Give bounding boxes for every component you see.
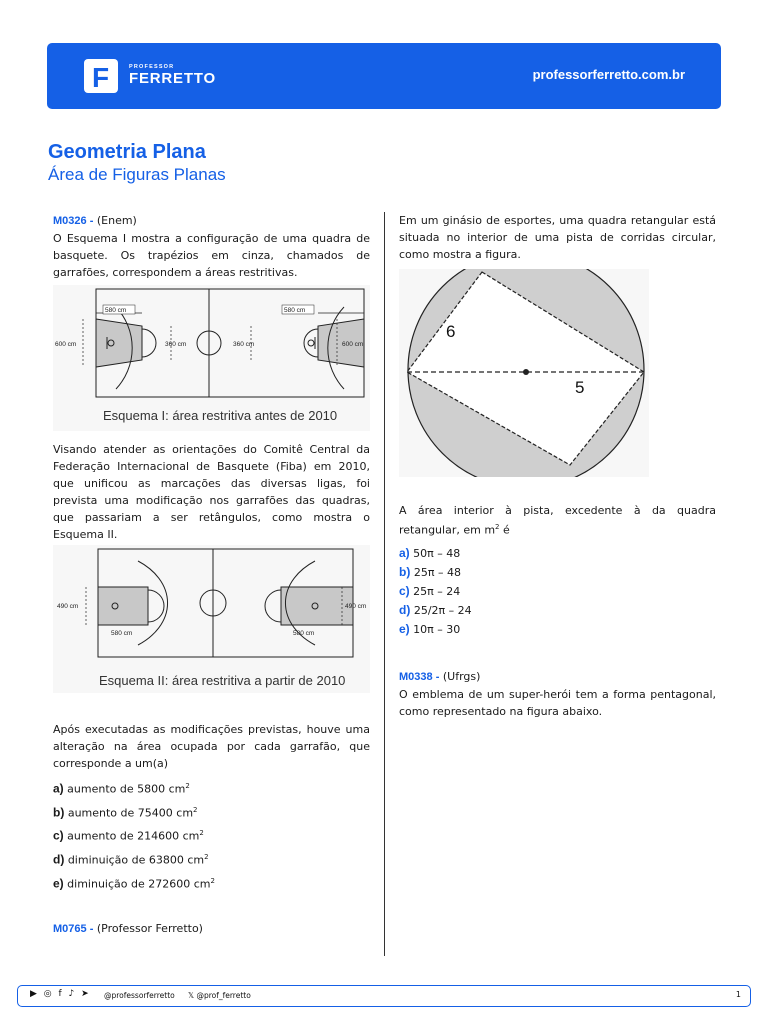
question-source: (Enem): [96, 214, 137, 227]
circle-rectangle-diagram: [399, 269, 649, 477]
social-handle-2[interactable]: 𝕏 @prof_ferretto: [188, 991, 251, 1000]
column-divider: [384, 212, 385, 956]
option-b[interactable]: b) 25π – 48: [399, 564, 461, 579]
option-b[interactable]: b) aumento de 75400 $cm^2$: [53, 805, 198, 820]
question-prompt: A área interior à pista, excedente à da quadra retangular, em $m^2$ é: [399, 504, 716, 537]
court-diagram-1: [53, 285, 370, 431]
svg-text:5: 5: [575, 378, 585, 397]
svg-text:580 cm: 580 cm: [284, 307, 306, 314]
option-e[interactable]: e) diminuição de 272600 $cm^2$: [53, 876, 215, 891]
option-d[interactable]: d) diminuição de 63800 $cm^2$: [53, 852, 209, 867]
social-handle-1[interactable]: @professorferretto: [104, 991, 175, 1000]
question-source: (Professor Ferretto): [96, 922, 203, 936]
option-a[interactable]: a) aumento de 5800 $cm^2$: [53, 781, 190, 796]
option-a[interactable]: a) 50π – 48: [399, 545, 461, 560]
question-id: M0338 -: [399, 670, 440, 683]
question-source: (Ufrgs): [442, 669, 481, 683]
court-diagram-2: [53, 545, 370, 693]
svg-text:6: 6: [446, 322, 456, 341]
right-column: [399, 212, 716, 720]
figure-caption: Esquema I: área restritiva antes de 2010: [103, 408, 338, 423]
svg-text:490 cm: 490 cm: [345, 603, 367, 610]
brand-small: PROFESSOR: [129, 64, 175, 70]
svg-text:360 cm: 360 cm: [233, 341, 255, 348]
question-intro: O emblema de um super-herói tem a forma pentagonal, como representado na figura abaixo.: [399, 687, 716, 718]
page-title: Geometria Plana: [48, 141, 206, 163]
header-banner: [47, 43, 721, 109]
answer-options: [53, 778, 370, 892]
option-e[interactable]: e) 10π – 30: [399, 621, 461, 636]
question-header: [53, 212, 370, 230]
logo-icon: [84, 59, 118, 93]
option-c[interactable]: c) aumento de 214600 $cm^2$: [53, 828, 204, 843]
svg-text:490 cm: 490 cm: [57, 603, 79, 610]
question-intro: Em um ginásio de esportes, uma quadra retangular está situada no interior de uma pista de corridas circular, como mostra a figura.: [399, 214, 716, 261]
question-prompt: Após executadas as modificações previstas, houve uma alteração na área ocupada por cada garrafão, que corresponde a um(a): [53, 723, 370, 770]
svg-text:360 cm: 360 cm: [165, 341, 187, 348]
figure-caption: Esquema II: área restritiva a partir de 2010: [99, 673, 346, 688]
page-number: 1: [735, 990, 741, 999]
question-header-2: [53, 920, 370, 938]
site-link[interactable]: professorferretto.com.br: [532, 67, 685, 82]
question-intro: O Esquema I mostra a configuração de uma quadra de basquete. Os trapézios em cinza, chamados de garrafões, correspondem a áreas restritivas.: [53, 232, 370, 279]
svg-text:F: F: [92, 62, 110, 93]
social-icons[interactable]: ▶ ◎ f ♪ ➤: [30, 989, 91, 999]
question-id: M0326 -: [53, 215, 94, 227]
svg-text:600 cm: 600 cm: [342, 341, 364, 348]
svg-text:600 cm: 600 cm: [55, 341, 77, 348]
question-context: Visando atender as orientações do Comitê Central da Federação Internacional de Basquete (Fiba) em 2010, que unificou as marcações das diversas ligas, foi prevista uma modificação nos garrafões das quadras, que passariam a ser retângulos, como mostra o Esquema II.: [53, 443, 370, 541]
left-column: [53, 212, 370, 938]
question-id: M0765 -: [53, 923, 94, 936]
svg-text:580 cm: 580 cm: [111, 630, 133, 637]
brand-name: FERRETTO: [129, 70, 216, 87]
option-d[interactable]: d) 25/2π – 24: [399, 602, 472, 617]
question-header-3: [399, 668, 716, 686]
svg-text:580 cm: 580 cm: [293, 630, 315, 637]
footer-bar: [17, 985, 751, 1007]
x-icon: 𝕏: [188, 991, 195, 1000]
svg-text:580 cm: 580 cm: [105, 307, 127, 314]
option-c[interactable]: c) 25π – 24: [399, 583, 461, 598]
answer-options: [399, 545, 716, 638]
page-subtitle: Área de Figuras Planas: [48, 165, 226, 184]
